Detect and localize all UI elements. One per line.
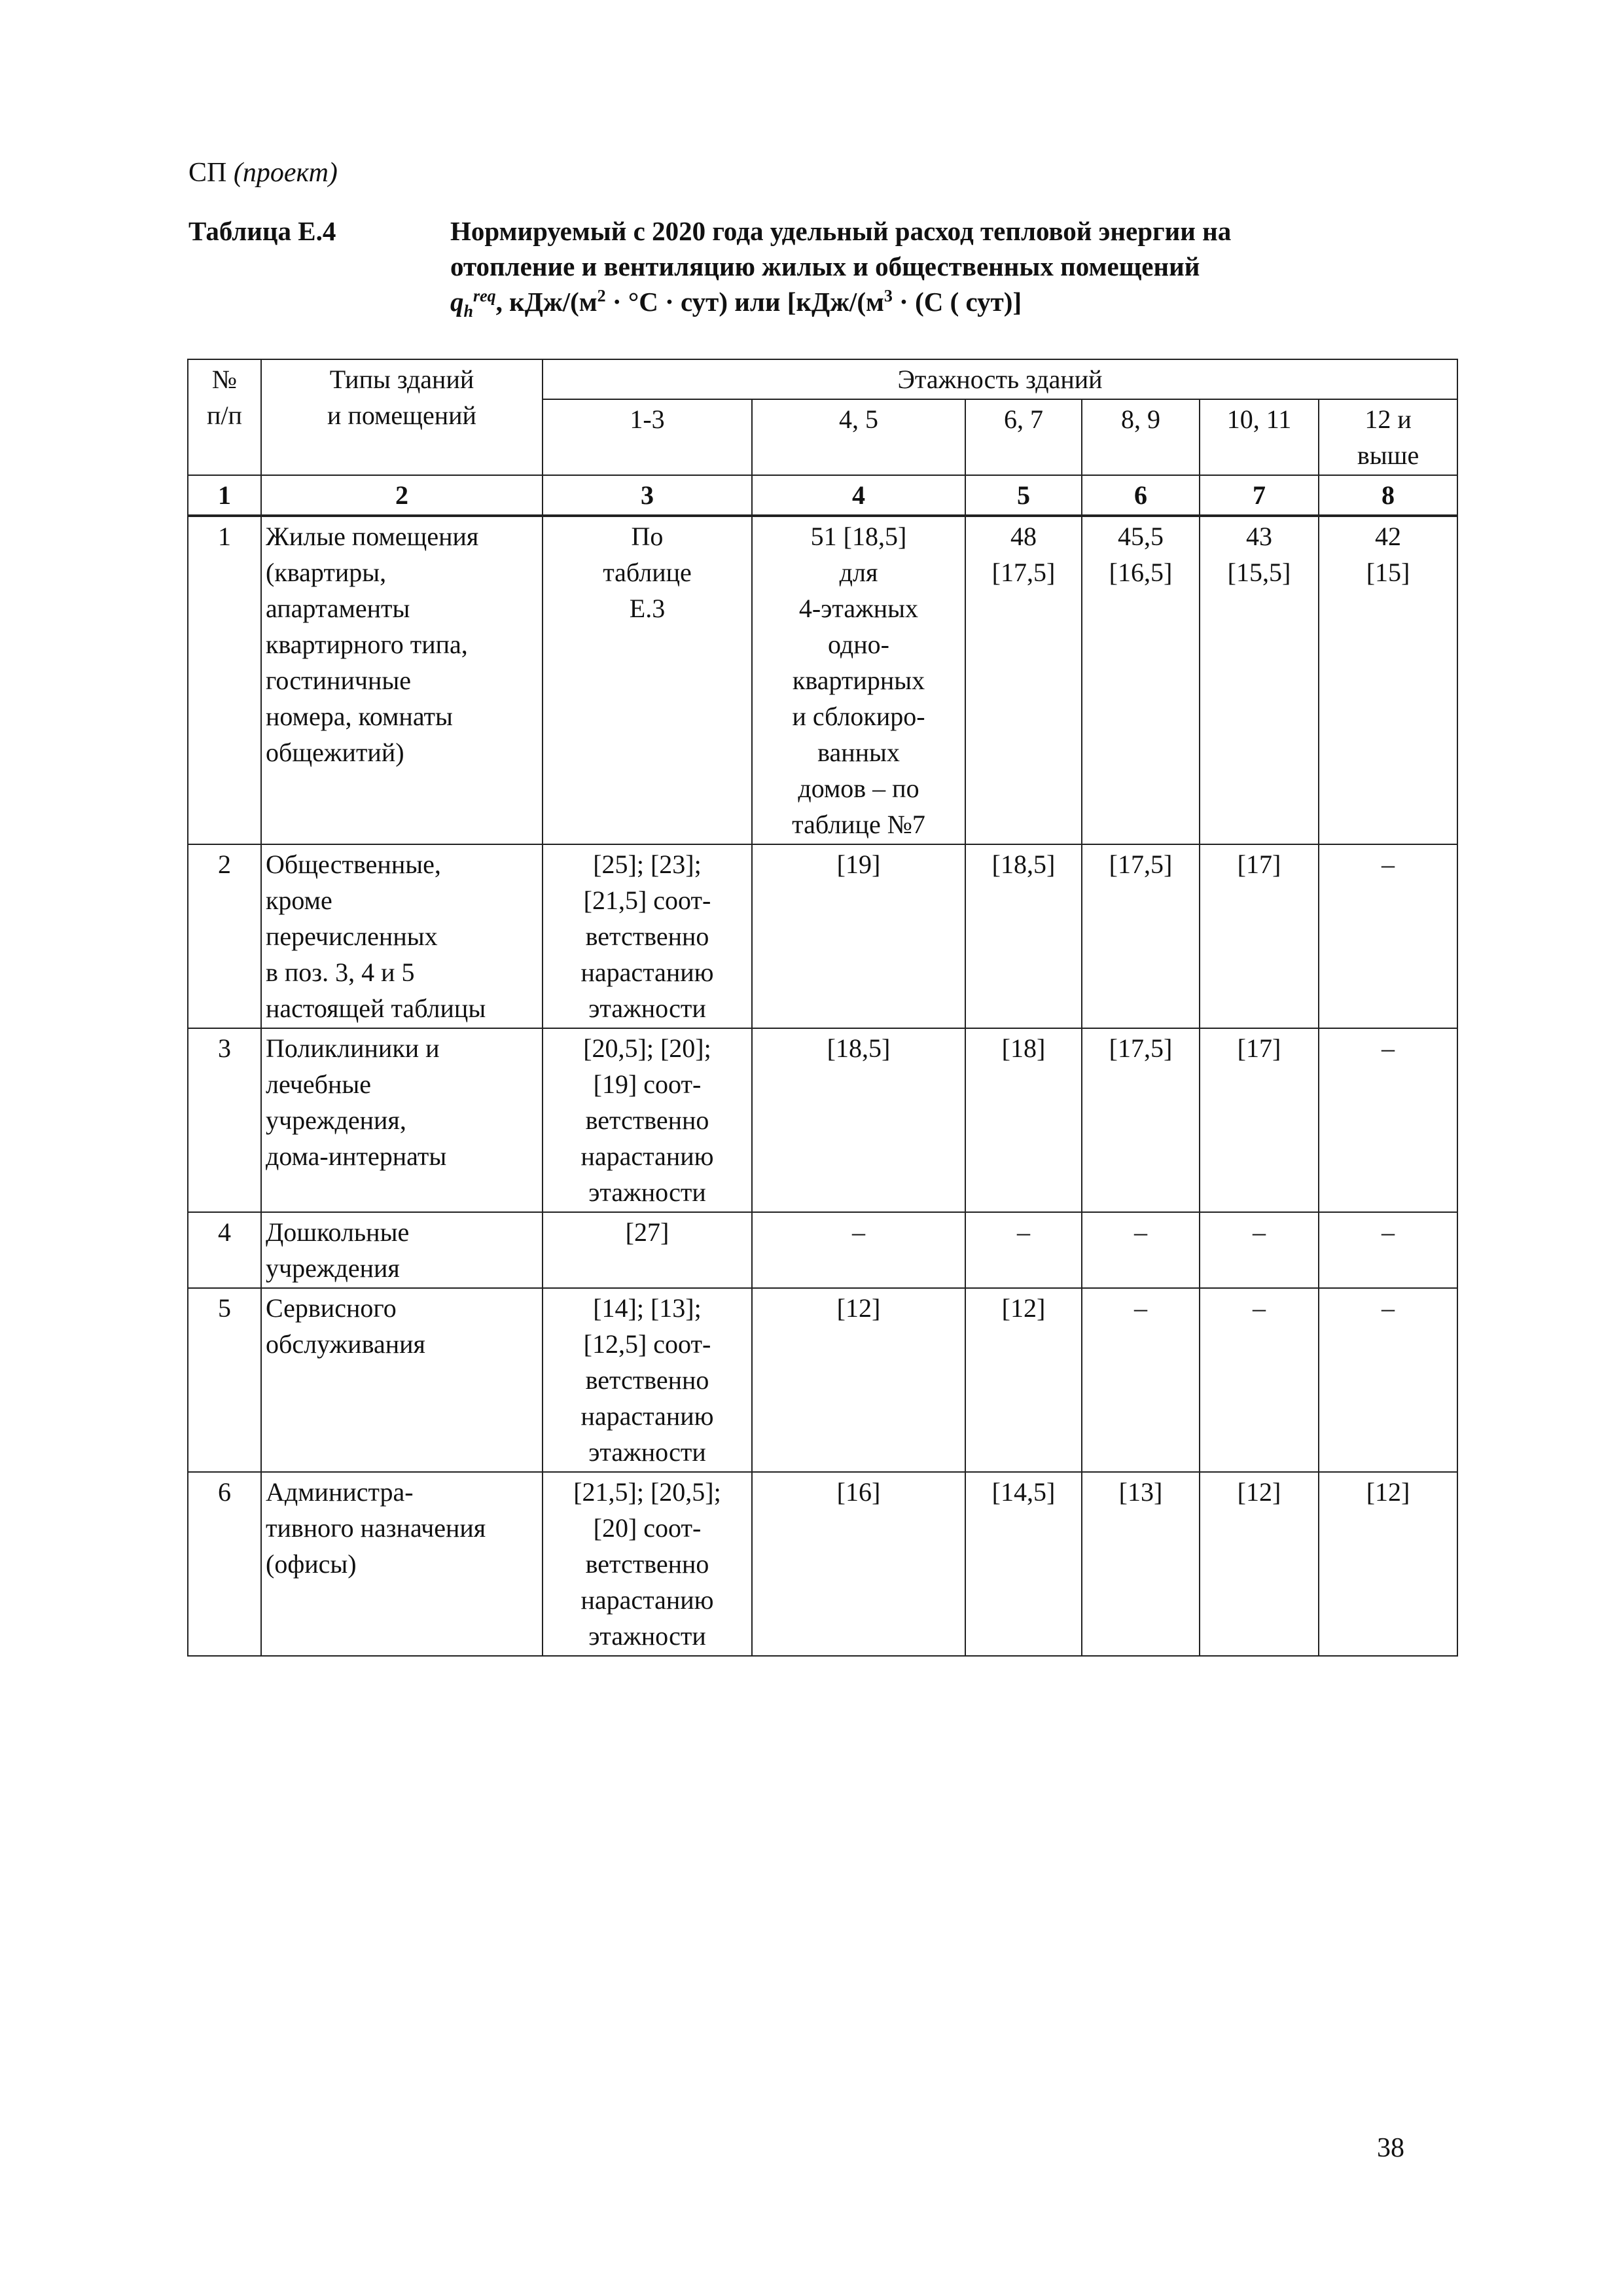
value-cell-line: нарастанию (580, 1585, 714, 1615)
value-cell (965, 1288, 1082, 1472)
value-cell (1082, 1212, 1200, 1288)
table-row (188, 1212, 1457, 1288)
value-cell (752, 1288, 965, 1472)
header-floors-cell-line: выше (1357, 440, 1419, 470)
header-type-cell-line: и помещений (327, 401, 476, 430)
building-type-cell-line: Сервисного (266, 1293, 397, 1323)
value-cell (1319, 844, 1457, 1028)
unit-part-b: · °С · сут) или [кДж/(м (605, 287, 884, 317)
column-index-cell (1082, 475, 1200, 516)
header-num-cell-line: п/п (207, 401, 242, 430)
value-cell-line: квартирных (792, 666, 925, 695)
building-type-cell-line: кроме (266, 886, 332, 915)
building-type-cell-line: квартирного типа, (266, 630, 468, 659)
page-number: 38 (1377, 2133, 1404, 2163)
value-cell-line: [14]; [13]; (593, 1293, 702, 1323)
header-floors-cell-line: 6, 7 (1004, 404, 1043, 434)
value-cell-line: 45,5 (1118, 522, 1164, 551)
building-type-cell-line: учреждения, (266, 1105, 406, 1135)
header-floors-cell (752, 399, 965, 475)
column-index-cell (261, 475, 543, 516)
value-cell (543, 1028, 752, 1212)
value-cell (965, 1472, 1082, 1656)
value-cell-line: – (1134, 1293, 1147, 1323)
value-cell (1082, 1472, 1200, 1656)
value-cell (543, 516, 752, 844)
value-cell (1200, 516, 1319, 844)
building-type-cell-line: Общественные, (266, 850, 441, 879)
value-cell-line: этажности (588, 1437, 706, 1467)
standard-code: СП (188, 158, 227, 188)
header-floors-cell-line: 12 и (1364, 404, 1412, 434)
building-type-cell-line: в поз. 3, 4 и 5 (266, 958, 415, 987)
value-cell-line: таблице №7 (792, 810, 925, 839)
value-cell-line: [17,5] (1109, 1033, 1173, 1063)
value-cell-line: ветственно (585, 1105, 709, 1135)
value-cell-line: Е.3 (629, 594, 666, 623)
column-index-cell-line: 2 (395, 480, 408, 510)
table-title (450, 213, 1432, 319)
value-cell-line: [18] (1001, 1033, 1046, 1063)
column-index-cell-line: 3 (641, 480, 654, 510)
value-cell-line: 42 (1375, 522, 1402, 551)
column-index-cell (1319, 475, 1457, 516)
column-index-cell-line: 1 (218, 480, 231, 510)
value-cell-line: [15] (1366, 558, 1410, 587)
value-cell-line: [27] (625, 1217, 669, 1247)
value-cell (1319, 1028, 1457, 1212)
value-cell-line: таблице (603, 558, 692, 587)
building-type-cell-line: тивного назначения (266, 1513, 486, 1543)
building-type-cell-line: Жилые помещения (266, 522, 479, 551)
building-type-cell-line: апартаменты (266, 594, 410, 623)
table-row (188, 1028, 1457, 1212)
column-index-cell (188, 475, 261, 516)
building-type-cell (261, 844, 543, 1028)
header-floors-cell-line: 10, 11 (1226, 404, 1292, 434)
table-row (188, 516, 1457, 844)
column-index-cell-line: 6 (1134, 480, 1147, 510)
value-cell-line: [13] (1118, 1477, 1163, 1507)
value-cell (1319, 1288, 1457, 1472)
table-row (188, 844, 1457, 1028)
header-type-cell-line: Типы зданий (329, 365, 474, 394)
value-cell (752, 1212, 965, 1288)
value-cell-line: для (839, 558, 878, 587)
value-cell-line: [12] (836, 1293, 881, 1323)
row-number-cell-line: 4 (218, 1217, 231, 1247)
row-number-cell (188, 1212, 261, 1288)
q-superscript: req (473, 286, 496, 306)
value-cell-line: ветственно (585, 922, 709, 951)
row-number-cell (188, 1288, 261, 1472)
value-cell-line: – (1382, 1033, 1395, 1063)
building-type-cell-line: (офисы) (266, 1549, 357, 1579)
value-cell (965, 844, 1082, 1028)
value-cell-line: [16] (836, 1477, 881, 1507)
value-cell-line: [25]; [23]; (593, 850, 702, 879)
building-type-cell (261, 1028, 543, 1212)
row-number-cell (188, 844, 261, 1028)
row-number-cell (188, 1472, 261, 1656)
value-cell-line: [21,5] соот- (583, 886, 711, 915)
column-index-cell-line: 5 (1017, 480, 1030, 510)
energy-norms-table (187, 359, 1458, 1657)
building-type-cell-line: Дошкольные (266, 1217, 410, 1247)
column-index-cell (752, 475, 965, 516)
value-cell-line: этажности (588, 994, 706, 1023)
header-floors-cell (1200, 399, 1319, 475)
value-cell-line: этажности (588, 1177, 706, 1207)
value-cell-line: [16,5] (1109, 558, 1173, 587)
value-cell (752, 516, 965, 844)
value-cell-line: [17,5] (991, 558, 1056, 587)
building-type-cell-line: общежитий) (266, 738, 404, 767)
row-number-cell (188, 1028, 261, 1212)
value-cell-line: [17,5] (1109, 850, 1173, 879)
value-cell (965, 1028, 1082, 1212)
row-number-cell (188, 516, 261, 844)
column-index-row (188, 475, 1457, 516)
value-cell-line: [17] (1237, 850, 1281, 879)
value-cell-line: – (1134, 1217, 1147, 1247)
building-type-cell-line: Поликлиники и (266, 1033, 440, 1063)
header-type-cell (261, 359, 543, 475)
value-cell (543, 1212, 752, 1288)
building-type-cell-line: номера, комнаты (266, 702, 453, 731)
column-index-cell-line: 4 (852, 480, 865, 510)
header-floors-cell (543, 399, 752, 475)
building-type-cell (261, 1472, 543, 1656)
value-cell-line: – (1253, 1293, 1266, 1323)
building-type-cell-line: обслуживания (266, 1329, 425, 1359)
value-cell-line: – (1382, 850, 1395, 879)
value-cell-line: 48 (1010, 522, 1037, 551)
value-cell (752, 844, 965, 1028)
header-floors-cell (1319, 399, 1457, 475)
row-number-cell-line: 5 (218, 1293, 231, 1323)
header-floors-cell-line: 8, 9 (1121, 404, 1160, 434)
row-number-cell-line: 2 (218, 850, 231, 879)
value-cell (752, 1472, 965, 1656)
header-num-cell (188, 359, 261, 475)
value-cell-line: [18,5] (991, 850, 1056, 879)
column-index-cell (543, 475, 752, 516)
header-floors-group-cell (543, 359, 1457, 399)
value-cell-line: [12] (1366, 1477, 1410, 1507)
value-cell-line: [14,5] (991, 1477, 1056, 1507)
header-num-cell-line: № (211, 365, 238, 394)
value-cell-line: – (1382, 1217, 1395, 1247)
header-floors-cell-line: 1-3 (630, 404, 665, 434)
value-cell (1319, 516, 1457, 844)
value-cell-line: 43 (1246, 522, 1272, 551)
value-cell-line: домов – по (798, 774, 919, 803)
row-number-cell-line: 6 (218, 1477, 231, 1507)
value-cell (1200, 1288, 1319, 1472)
value-cell-line: [15,5] (1227, 558, 1291, 587)
header-floors-cell (965, 399, 1082, 475)
value-cell-line: [19] (836, 850, 881, 879)
building-type-cell (261, 516, 543, 844)
value-cell (1200, 1472, 1319, 1656)
value-cell (965, 516, 1082, 844)
value-cell-line: [21,5]; [20,5]; (573, 1477, 721, 1507)
value-cell-line: 4-этажных (798, 594, 919, 623)
document-header (188, 157, 338, 188)
building-type-cell-line: лечебные (266, 1069, 371, 1099)
row-number-cell-line: 1 (218, 522, 231, 551)
building-type-cell-line: перечисленных (266, 922, 438, 951)
table-row (188, 1288, 1457, 1472)
value-cell (752, 1028, 965, 1212)
value-cell-line: нарастанию (580, 1141, 714, 1171)
value-cell-line: [20,5]; [20]; (583, 1033, 711, 1063)
unit-sup-2: 2 (597, 286, 606, 306)
value-cell (1082, 516, 1200, 844)
header-row (188, 359, 1457, 399)
value-cell-line: этажности (588, 1621, 706, 1651)
column-index-cell-line: 8 (1382, 480, 1395, 510)
value-cell-line: [18,5] (827, 1033, 891, 1063)
value-cell (543, 1472, 752, 1656)
value-cell (1319, 1472, 1457, 1656)
value-cell-line: [17] (1237, 1033, 1281, 1063)
value-cell-line: [19] соот- (593, 1069, 702, 1099)
header-floors-group-cell-line: Этажность зданий (897, 365, 1103, 394)
value-cell (1200, 1028, 1319, 1212)
value-cell-line: – (1017, 1217, 1030, 1247)
building-type-cell-line: учреждения (266, 1253, 400, 1283)
value-cell (543, 844, 752, 1028)
value-cell-line: 51 [18,5] (810, 522, 907, 551)
value-cell-line: – (1382, 1293, 1395, 1323)
value-cell-line: ветственно (585, 1365, 709, 1395)
header-floors-cell-line: 4, 5 (839, 404, 878, 434)
value-cell-line: [12,5] соот- (583, 1329, 711, 1359)
value-cell-line: [12] (1237, 1477, 1281, 1507)
value-cell (1319, 1212, 1457, 1288)
building-type-cell (261, 1212, 543, 1288)
value-cell (1200, 1212, 1319, 1288)
table-label: Таблица Е.4 (188, 216, 336, 246)
document-status: (проект) (233, 158, 338, 188)
building-type-cell-line: дома-интернаты (266, 1141, 447, 1171)
column-index-cell (965, 475, 1082, 516)
unit-part-a: , кДж/(м (495, 287, 597, 317)
column-index-cell-line: 7 (1253, 480, 1266, 510)
header-floors-cell (1082, 399, 1200, 475)
q-symbol: q (450, 287, 464, 317)
value-cell (1082, 1028, 1200, 1212)
value-cell-line: и сблокиро- (792, 702, 925, 731)
value-cell-line: одно- (828, 630, 889, 659)
building-type-cell-line: настоящей таблицы (266, 994, 486, 1023)
title-line-1: Нормируемый с 2020 года удельный расход тепловой энергии на (450, 216, 1232, 246)
building-type-cell (261, 1288, 543, 1472)
value-cell (543, 1288, 752, 1472)
building-type-cell-line: Администра- (266, 1477, 414, 1507)
title-line-3 (450, 284, 1432, 319)
value-cell-line: нарастанию (580, 1401, 714, 1431)
column-index-cell (1200, 475, 1319, 516)
value-cell (1200, 844, 1319, 1028)
value-cell-line: нарастанию (580, 958, 714, 987)
value-cell (1082, 844, 1200, 1028)
unit-sup-3: 3 (883, 286, 893, 306)
value-cell-line: – (1253, 1217, 1266, 1247)
value-cell (965, 1212, 1082, 1288)
unit-part-c: · (С ( сут)] (892, 287, 1022, 317)
value-cell-line: ванных (817, 738, 900, 767)
q-subscript: h (463, 302, 473, 321)
building-type-cell-line: (квартиры, (266, 558, 387, 587)
building-type-cell-line: гостиничные (266, 666, 412, 695)
value-cell-line: [12] (1001, 1293, 1046, 1323)
value-cell-line: ветственно (585, 1549, 709, 1579)
table-row (188, 1472, 1457, 1656)
row-number-cell-line: 3 (218, 1033, 231, 1063)
value-cell-line: [20] соот- (593, 1513, 702, 1543)
value-cell-line: По (631, 522, 664, 551)
value-cell-line: – (852, 1217, 865, 1247)
title-line-2: отопление и вентиляцию жилых и общественных помещений (450, 251, 1200, 281)
value-cell (1082, 1288, 1200, 1472)
